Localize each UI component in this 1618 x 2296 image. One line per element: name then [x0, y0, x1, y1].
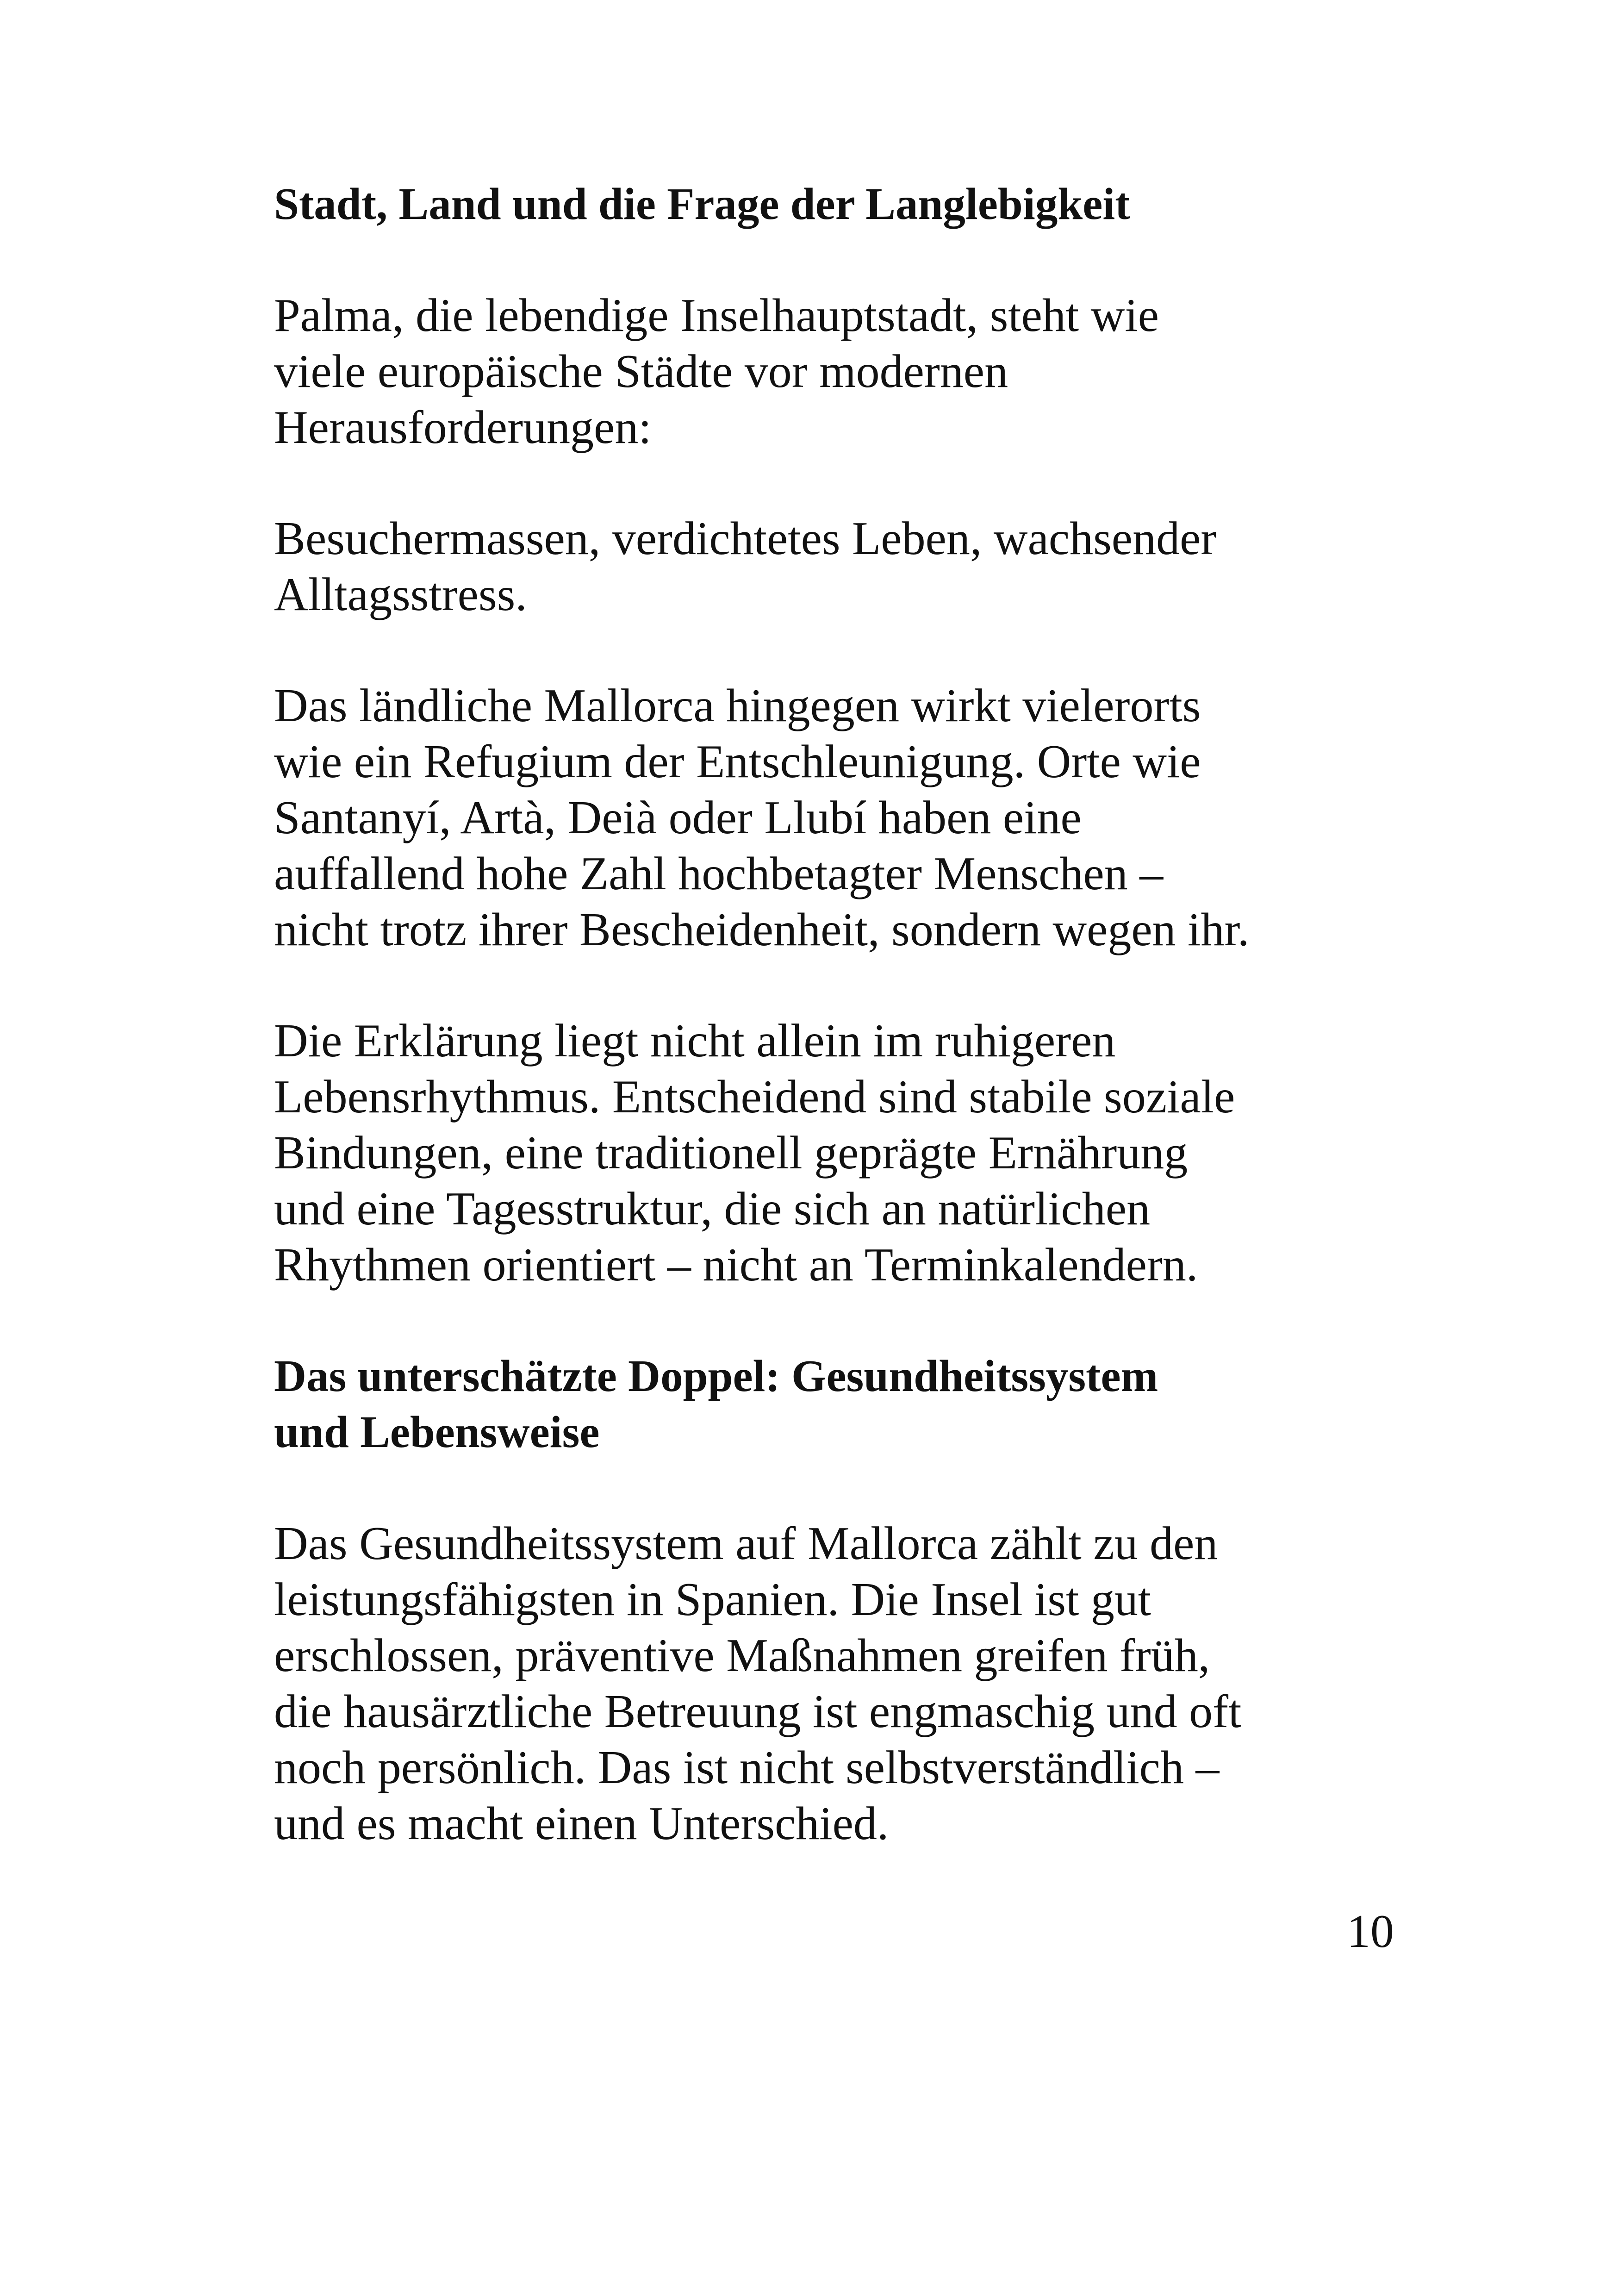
page-number: 10: [1347, 1905, 1394, 1958]
text-line: Bindungen, eine traditionell geprägte Ernährung: [274, 1127, 1188, 1179]
text-line: Das Gesundheitssystem auf Mallorca zählt zu den: [274, 1517, 1218, 1570]
text-line: erschlossen, präventive Maßnahmen greifen früh,: [274, 1629, 1210, 1682]
text-line: Alltagsstress.: [274, 568, 527, 621]
text-line: Die Erklärung liegt nicht allein im ruhigeren: [274, 1015, 1116, 1067]
paragraph-5: [274, 1516, 1394, 1852]
paragraph-4: [274, 1013, 1394, 1293]
heading-line: Das unterschätzte Doppel: Gesundheitssystem: [274, 1351, 1158, 1401]
text-line: Lebensrhythmus. Entscheidend sind stabile soziale: [274, 1071, 1235, 1123]
text-line: Besuchermassen, verdichtetes Leben, wachsender: [274, 512, 1217, 565]
text-line: Das ländliche Mallorca hingegen wirkt vielerorts: [274, 680, 1201, 732]
text-line: Santanyí, Artà, Deià oder Llubí haben eine: [274, 792, 1082, 844]
text-line: Palma, die lebendige Inselhauptstadt, steht wie: [274, 289, 1159, 342]
heading-line: und Lebensweise: [274, 1407, 600, 1457]
section-heading-1: [274, 176, 1394, 232]
text-line: noch persönlich. Das ist nicht selbstverständlich –: [274, 1741, 1220, 1794]
text-line: und eine Tagesstruktur, die sich an natürlichen: [274, 1183, 1151, 1235]
text-line: viele europäische Städte vor modernen: [274, 345, 1008, 398]
text-line: nicht trotz ihrer Bescheidenheit, sondern wegen ihr.: [274, 904, 1250, 956]
paragraph-3: [274, 678, 1394, 958]
text-line: wie ein Refugium der Entschleunigung. Orte wie: [274, 736, 1201, 788]
text-line: und es macht einen Unterschied.: [274, 1797, 889, 1850]
text-body: [274, 176, 1394, 1907]
paragraph-1: [274, 287, 1394, 455]
text-line: Herausforderungen:: [274, 401, 652, 454]
heading-line: Stadt, Land und die Frage der Langlebigkeit: [274, 179, 1130, 229]
text-line: auffallend hohe Zahl hochbetagter Menschen –: [274, 848, 1164, 900]
text-line: leistungsfähigsten in Spanien. Die Insel ist gut: [274, 1573, 1151, 1626]
section-heading-2: [274, 1348, 1394, 1460]
text-line: Rhythmen orientiert – nicht an Terminkalendern.: [274, 1239, 1198, 1291]
text-line: die hausärztliche Betreuung ist engmaschig und oft: [274, 1685, 1242, 1738]
paragraph-2: [274, 511, 1394, 623]
